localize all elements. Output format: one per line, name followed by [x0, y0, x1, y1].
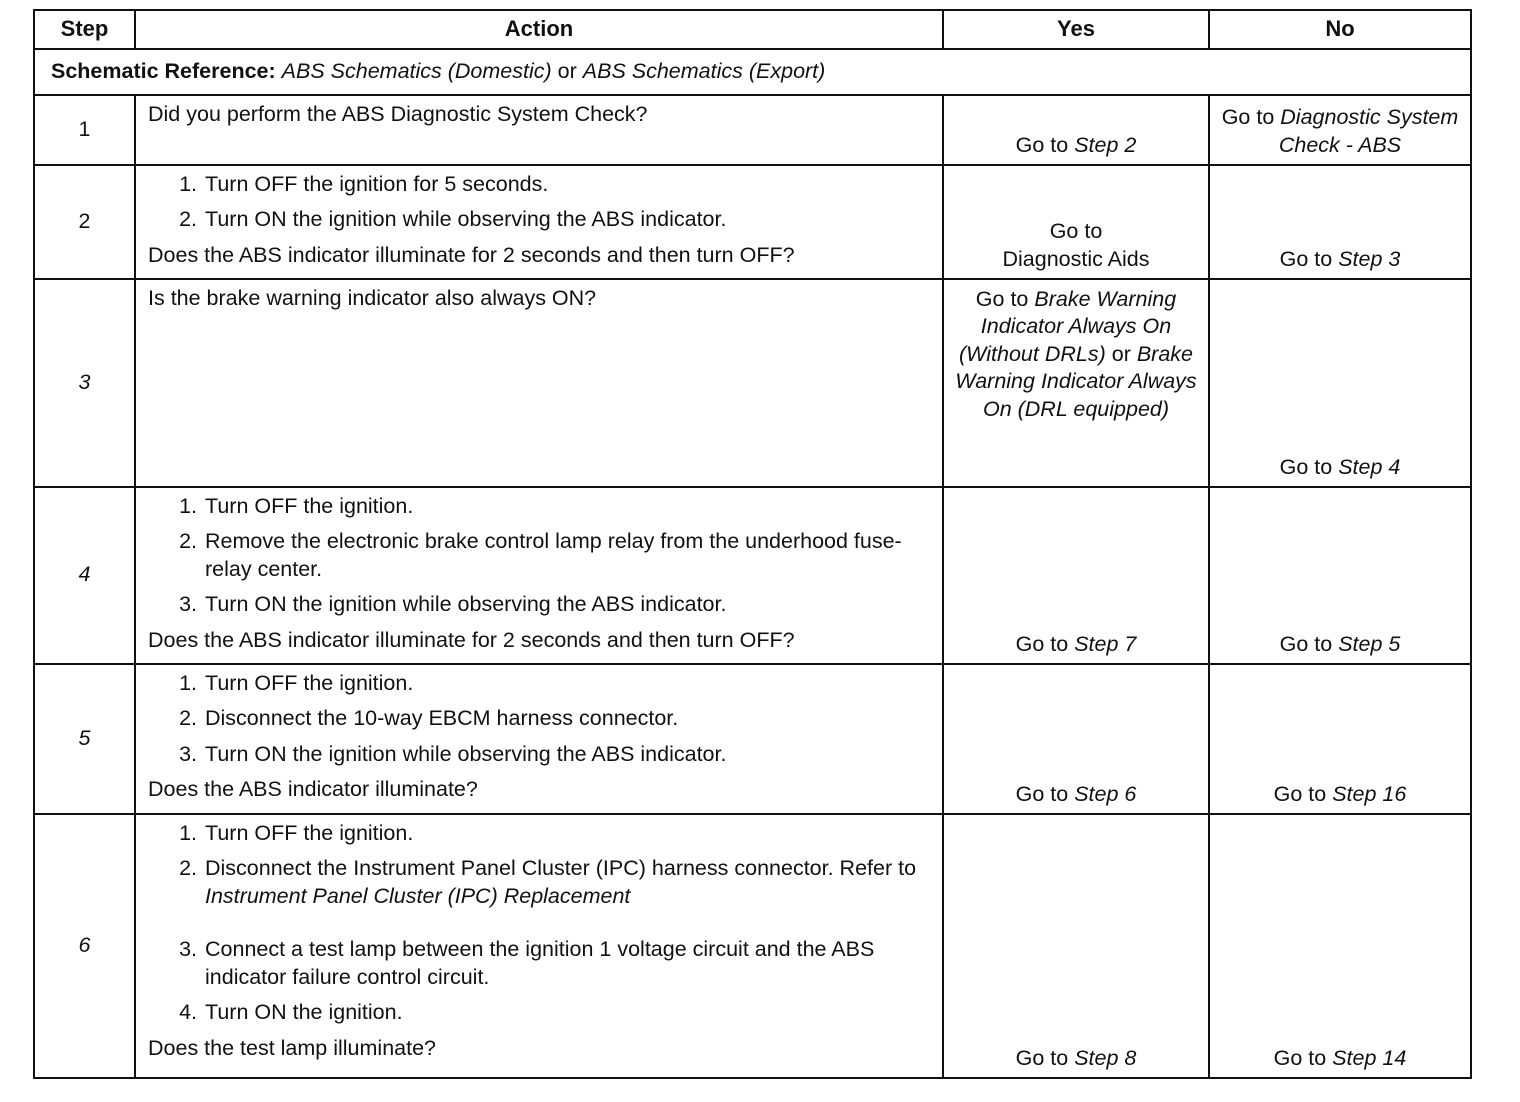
header-step: Step — [34, 10, 135, 49]
go-to-prefix: Go to — [1015, 1046, 1069, 1070]
question: Did you perform the ABS Diagnostic System Check? — [148, 101, 648, 126]
instruction-list — [148, 670, 930, 769]
step-number: 4 — [34, 487, 135, 664]
action-cell — [135, 279, 943, 487]
diagnostic-table — [33, 9, 1472, 1079]
list-item: 3. Turn ON the ignition while observing the ABS indicator. — [179, 592, 727, 617]
instruction-list — [148, 493, 930, 619]
ipc-replacement-link[interactable]: Instrument Panel Cluster (IPC) Replacement — [205, 883, 631, 908]
action-cell — [135, 814, 943, 1078]
list-item: 2. Disconnect the 10-way EBCM harness connector. — [179, 706, 679, 731]
schematic-ref-export[interactable]: ABS Schematics (Export) — [582, 59, 826, 83]
go-to-prefix: Go to — [1049, 219, 1103, 244]
table-row-step-3 — [34, 279, 1471, 487]
schematic-reference — [34, 49, 1471, 95]
question: Does the test lamp illuminate? — [148, 1035, 437, 1060]
list-item: 1. Turn OFF the ignition. — [179, 820, 414, 845]
list-item: 3. Turn ON the ignition while observing the ABS indicator. — [179, 741, 727, 766]
table-row-step-4 — [34, 487, 1471, 664]
question: Does the ABS indicator illuminate? — [148, 777, 478, 802]
table-row-step-2 — [34, 165, 1471, 279]
action-cell — [135, 664, 943, 814]
no-cell — [1209, 95, 1471, 165]
list-item: 2. Turn ON the ignition while observing the ABS indicator. — [179, 207, 727, 232]
yes-cell — [943, 95, 1209, 165]
no-link[interactable]: Diagnostic System Check - ABS — [1278, 105, 1459, 157]
list-item: 2. Disconnect the Instrument Panel Cluster (IPC) harness connector. Refer to Instrument Panel Cluster (IPC) Replacement — [179, 856, 917, 908]
action-cell — [135, 95, 943, 165]
yes-cell — [943, 279, 1209, 487]
go-to-prefix: Go to — [1279, 455, 1333, 479]
action-cell — [135, 165, 943, 279]
go-to-prefix: Go to — [1015, 133, 1069, 157]
yes-link-drl-equipped[interactable]: Brake Warning Indicator Always On (DRL equipped) — [955, 341, 1197, 421]
schematic-label: Schematic Reference: — [51, 59, 276, 83]
step-number: 5 — [34, 664, 135, 814]
no-cell — [1209, 165, 1471, 279]
no-cell — [1209, 279, 1471, 487]
step-number: 2 — [34, 165, 135, 279]
yes-cell — [943, 814, 1209, 1078]
list-item: 3. Connect a test lamp between the ignition 1 voltage circuit and the ABS indicator failure control circuit. — [179, 937, 875, 989]
list-item: 1. Turn OFF the ignition. — [179, 493, 414, 518]
step-number: 3 — [34, 279, 135, 487]
action-cell — [135, 487, 943, 664]
no-cell — [1209, 487, 1471, 664]
go-to-prefix: Go to — [1279, 632, 1333, 656]
yes-link[interactable]: Step 7 — [1074, 632, 1137, 656]
schematic-or: or — [557, 59, 577, 83]
yes-link-without-drls[interactable]: Brake Warning Indicator Always On (Without DRLs) — [958, 286, 1177, 366]
go-to-prefix: Go to — [1279, 247, 1333, 271]
go-to-prefix: Go to — [1221, 105, 1275, 130]
yes-cell — [943, 165, 1209, 279]
yes-cell — [943, 664, 1209, 814]
schematic-ref-domestic[interactable]: ABS Schematics (Domestic) — [281, 59, 552, 83]
header-no: No — [1209, 10, 1471, 49]
header-yes: Yes — [943, 10, 1209, 49]
no-link[interactable]: Step 5 — [1338, 632, 1401, 656]
list-item: 2. Remove the electronic brake control lamp relay from the underhood fuse-relay center. — [179, 529, 902, 581]
table-row-step-6 — [34, 814, 1471, 1078]
yes-link[interactable]: Diagnostic Aids — [1002, 247, 1150, 271]
list-item: 1. Turn OFF the ignition for 5 seconds. — [179, 171, 549, 196]
list-item: 4. Turn ON the ignition. — [179, 1000, 403, 1025]
go-to-prefix: Go to — [1273, 782, 1327, 806]
list-item: 1. Turn OFF the ignition. — [179, 670, 414, 695]
table-row-step-5 — [34, 664, 1471, 814]
no-link[interactable]: Step 16 — [1332, 782, 1407, 806]
no-link[interactable]: Step 3 — [1338, 247, 1401, 271]
instruction-list — [148, 171, 930, 234]
yes-link[interactable]: Step 2 — [1074, 133, 1137, 157]
yes-cell — [943, 487, 1209, 664]
step-number: 1 — [34, 95, 135, 165]
go-to-prefix: Go to — [975, 286, 1029, 311]
table-row-step-1 — [34, 95, 1471, 165]
no-cell — [1209, 664, 1471, 814]
no-link[interactable]: Step 14 — [1332, 1046, 1407, 1070]
header-row — [34, 10, 1471, 49]
go-to-prefix: Go to — [1015, 632, 1069, 656]
or-text: or — [1111, 341, 1131, 366]
question: Does the ABS indicator illuminate for 2 seconds and then turn OFF? — [148, 242, 795, 267]
question: Does the ABS indicator illuminate for 2 seconds and then turn OFF? — [148, 627, 795, 652]
yes-link[interactable]: Step 6 — [1074, 782, 1137, 806]
step-number: 6 — [34, 814, 135, 1078]
instruction-list — [148, 820, 930, 1027]
question: Is the brake warning indicator also always ON? — [148, 285, 597, 310]
yes-link[interactable]: Step 8 — [1074, 1046, 1137, 1070]
no-cell — [1209, 814, 1471, 1078]
header-action: Action — [135, 10, 943, 49]
go-to-prefix: Go to — [1273, 1046, 1327, 1070]
schematic-reference-row — [34, 49, 1471, 95]
go-to-prefix: Go to — [1015, 782, 1069, 806]
no-link[interactable]: Step 4 — [1338, 455, 1401, 479]
